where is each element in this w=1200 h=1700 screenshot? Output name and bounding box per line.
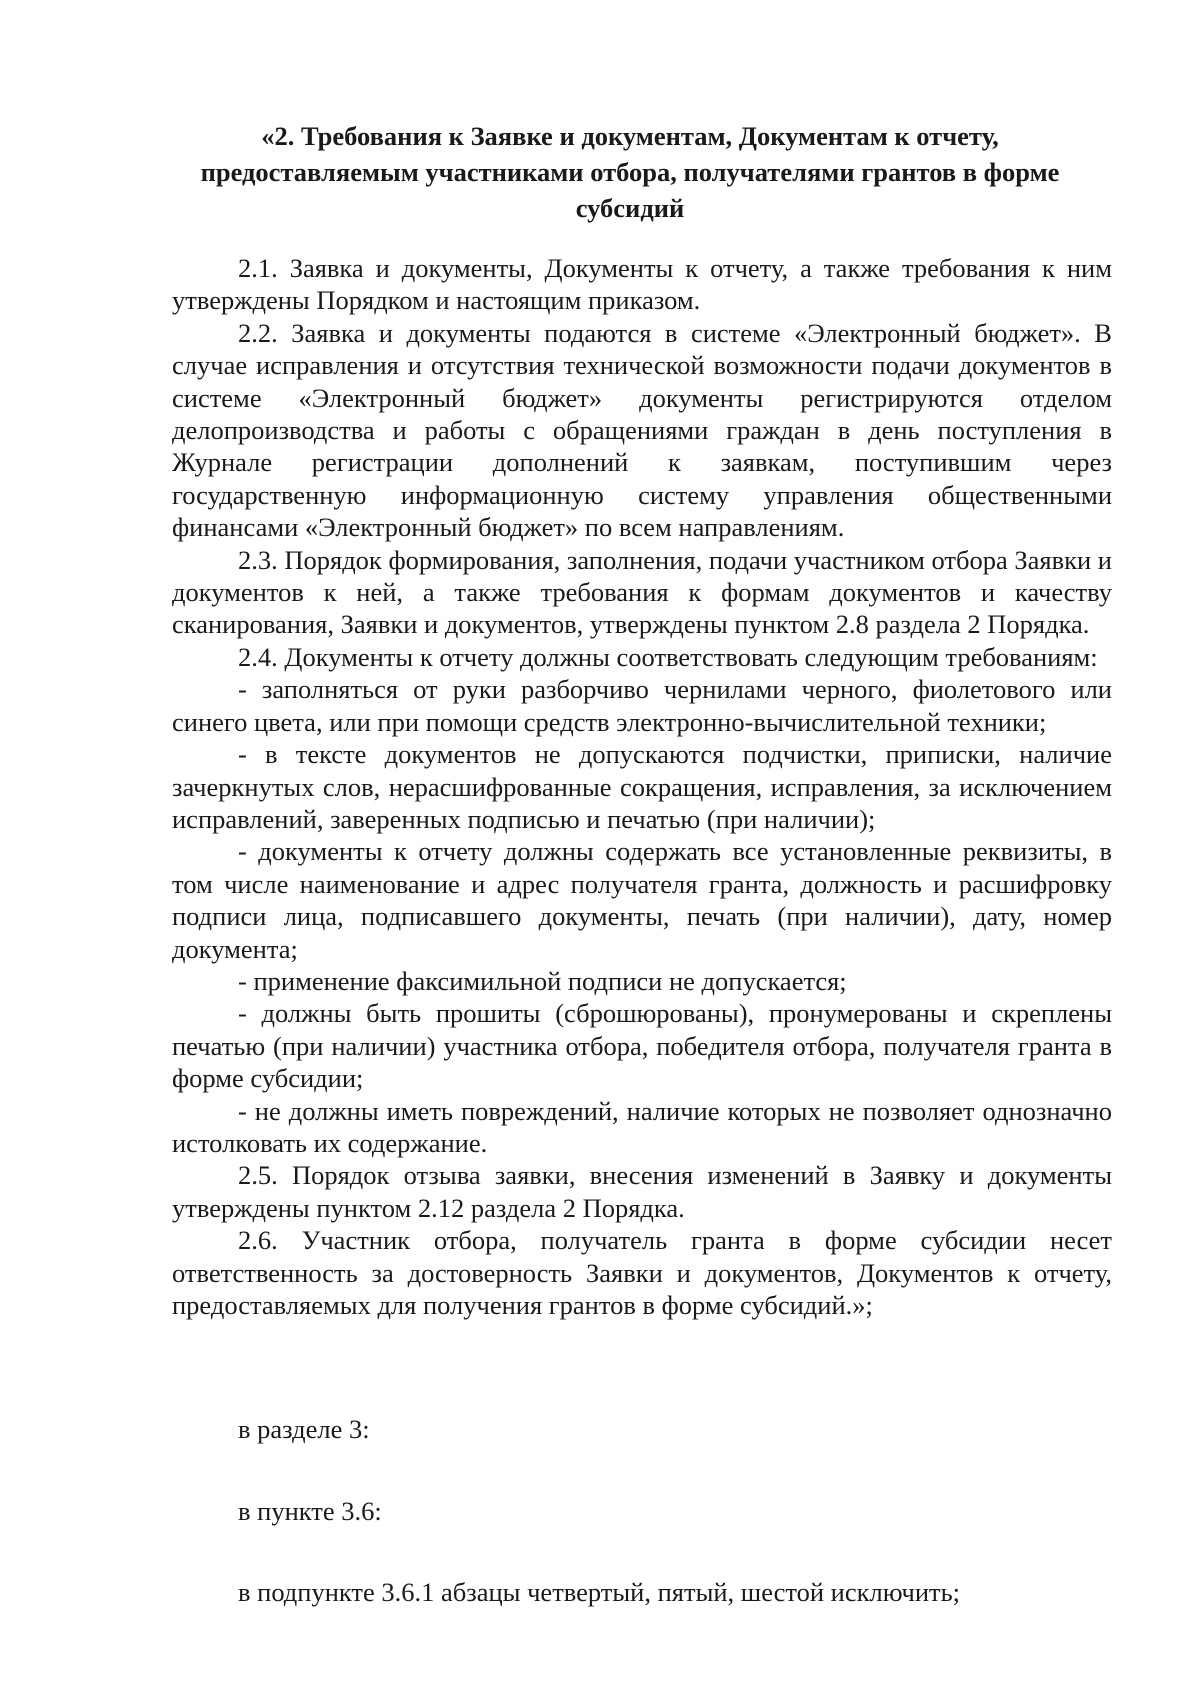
paragraph-2-5: 2.5. Порядок отзыва заявки, внесения изменений в Заявку и документы утверждены пунктом 2.12 раздела 2 Порядка. <box>172 1160 1112 1223</box>
requirement-item: - не должны иметь повреждений, наличие которых не позволяет однозначно истолковать их содержание. <box>172 1095 1112 1158</box>
requirement-item: - должны быть прошиты (сброшюрованы), пронумерованы и скреплены печатью (при наличии) участника отбора, победителя отбора, получателя гранта в форме субсидии; <box>172 998 1112 1094</box>
document-body <box>172 252 1112 1321</box>
document-heading: «2. Требования к Заявке и документам, Документам к отчету, предоставляемым участниками отбора, получателями грантов в форме субсидий <box>200 121 1060 223</box>
paragraph-2-1: 2.1. Заявка и документы, Документы к отчету, а также требования к ним утверждены Порядком и настоящим приказом. <box>172 253 1112 316</box>
paragraph-2-2: 2.2. Заявка и документы подаются в системе «Электронный бюджет». В случае исправления и отсутствия технической возможности подачи документов в системе «Электронный бюджет» документы регистрируются отделом делопроизводства и работы с обращениями граждан в день поступления в Журнале регистрации дополнений к заявкам, поступившим через государственную информационную систему управления общественными финансами «Электронный бюджет» по всем направлениям. <box>172 317 1112 543</box>
paragraph-2-4: 2.4. Документы к отчету должны соответствовать следующим требованиям: <box>238 641 1098 672</box>
section-3-line: в разделе 3: <box>238 1414 370 1444</box>
item-3-6-line: в пункте 3.6: <box>238 1496 382 1526</box>
paragraph-2-3: 2.3. Порядок формирования, заполнения, подачи участником отбора Заявки и документов к ней, а также требования к формам документов и качеству сканирования, Заявки и документов, утверждены пунктом 2.8 раздела 2 Порядка. <box>172 544 1112 640</box>
requirement-item: - документы к отчету должны содержать все установленные реквизиты, в том числе наименование и адрес получателя гранта, должность и расшифровку подписи лица, подписавшего документы, печать (при наличии), дату, номер документа; <box>172 836 1112 964</box>
subitem-3-6-1-line: в подпункте 3.6.1 абзацы четвертый, пятый, шестой исключить; <box>238 1577 961 1607</box>
requirement-item: - заполняться от руки разборчиво чернилами черного, фиолетового или синего цвета, или при помощи средств электронно-вычислительной техники; <box>172 674 1112 737</box>
requirement-item: - применение факсимильной подписи не допускается; <box>238 965 847 996</box>
paragraph-2-6: 2.6. Участник отбора, получатель гранта в форме субсидии несет ответственность за достоверность Заявки и документов, Документов к отчету, предоставляемых для получения грантов в форме субсидий.»; <box>172 1225 1112 1320</box>
requirement-item: - в тексте документов не допускаются подчистки, приписки, наличие зачеркнутых слов, нерасшифрованные сокращения, исправления, за исключением исправлений, заверенных подписью и печатью (при наличии); <box>172 739 1112 834</box>
